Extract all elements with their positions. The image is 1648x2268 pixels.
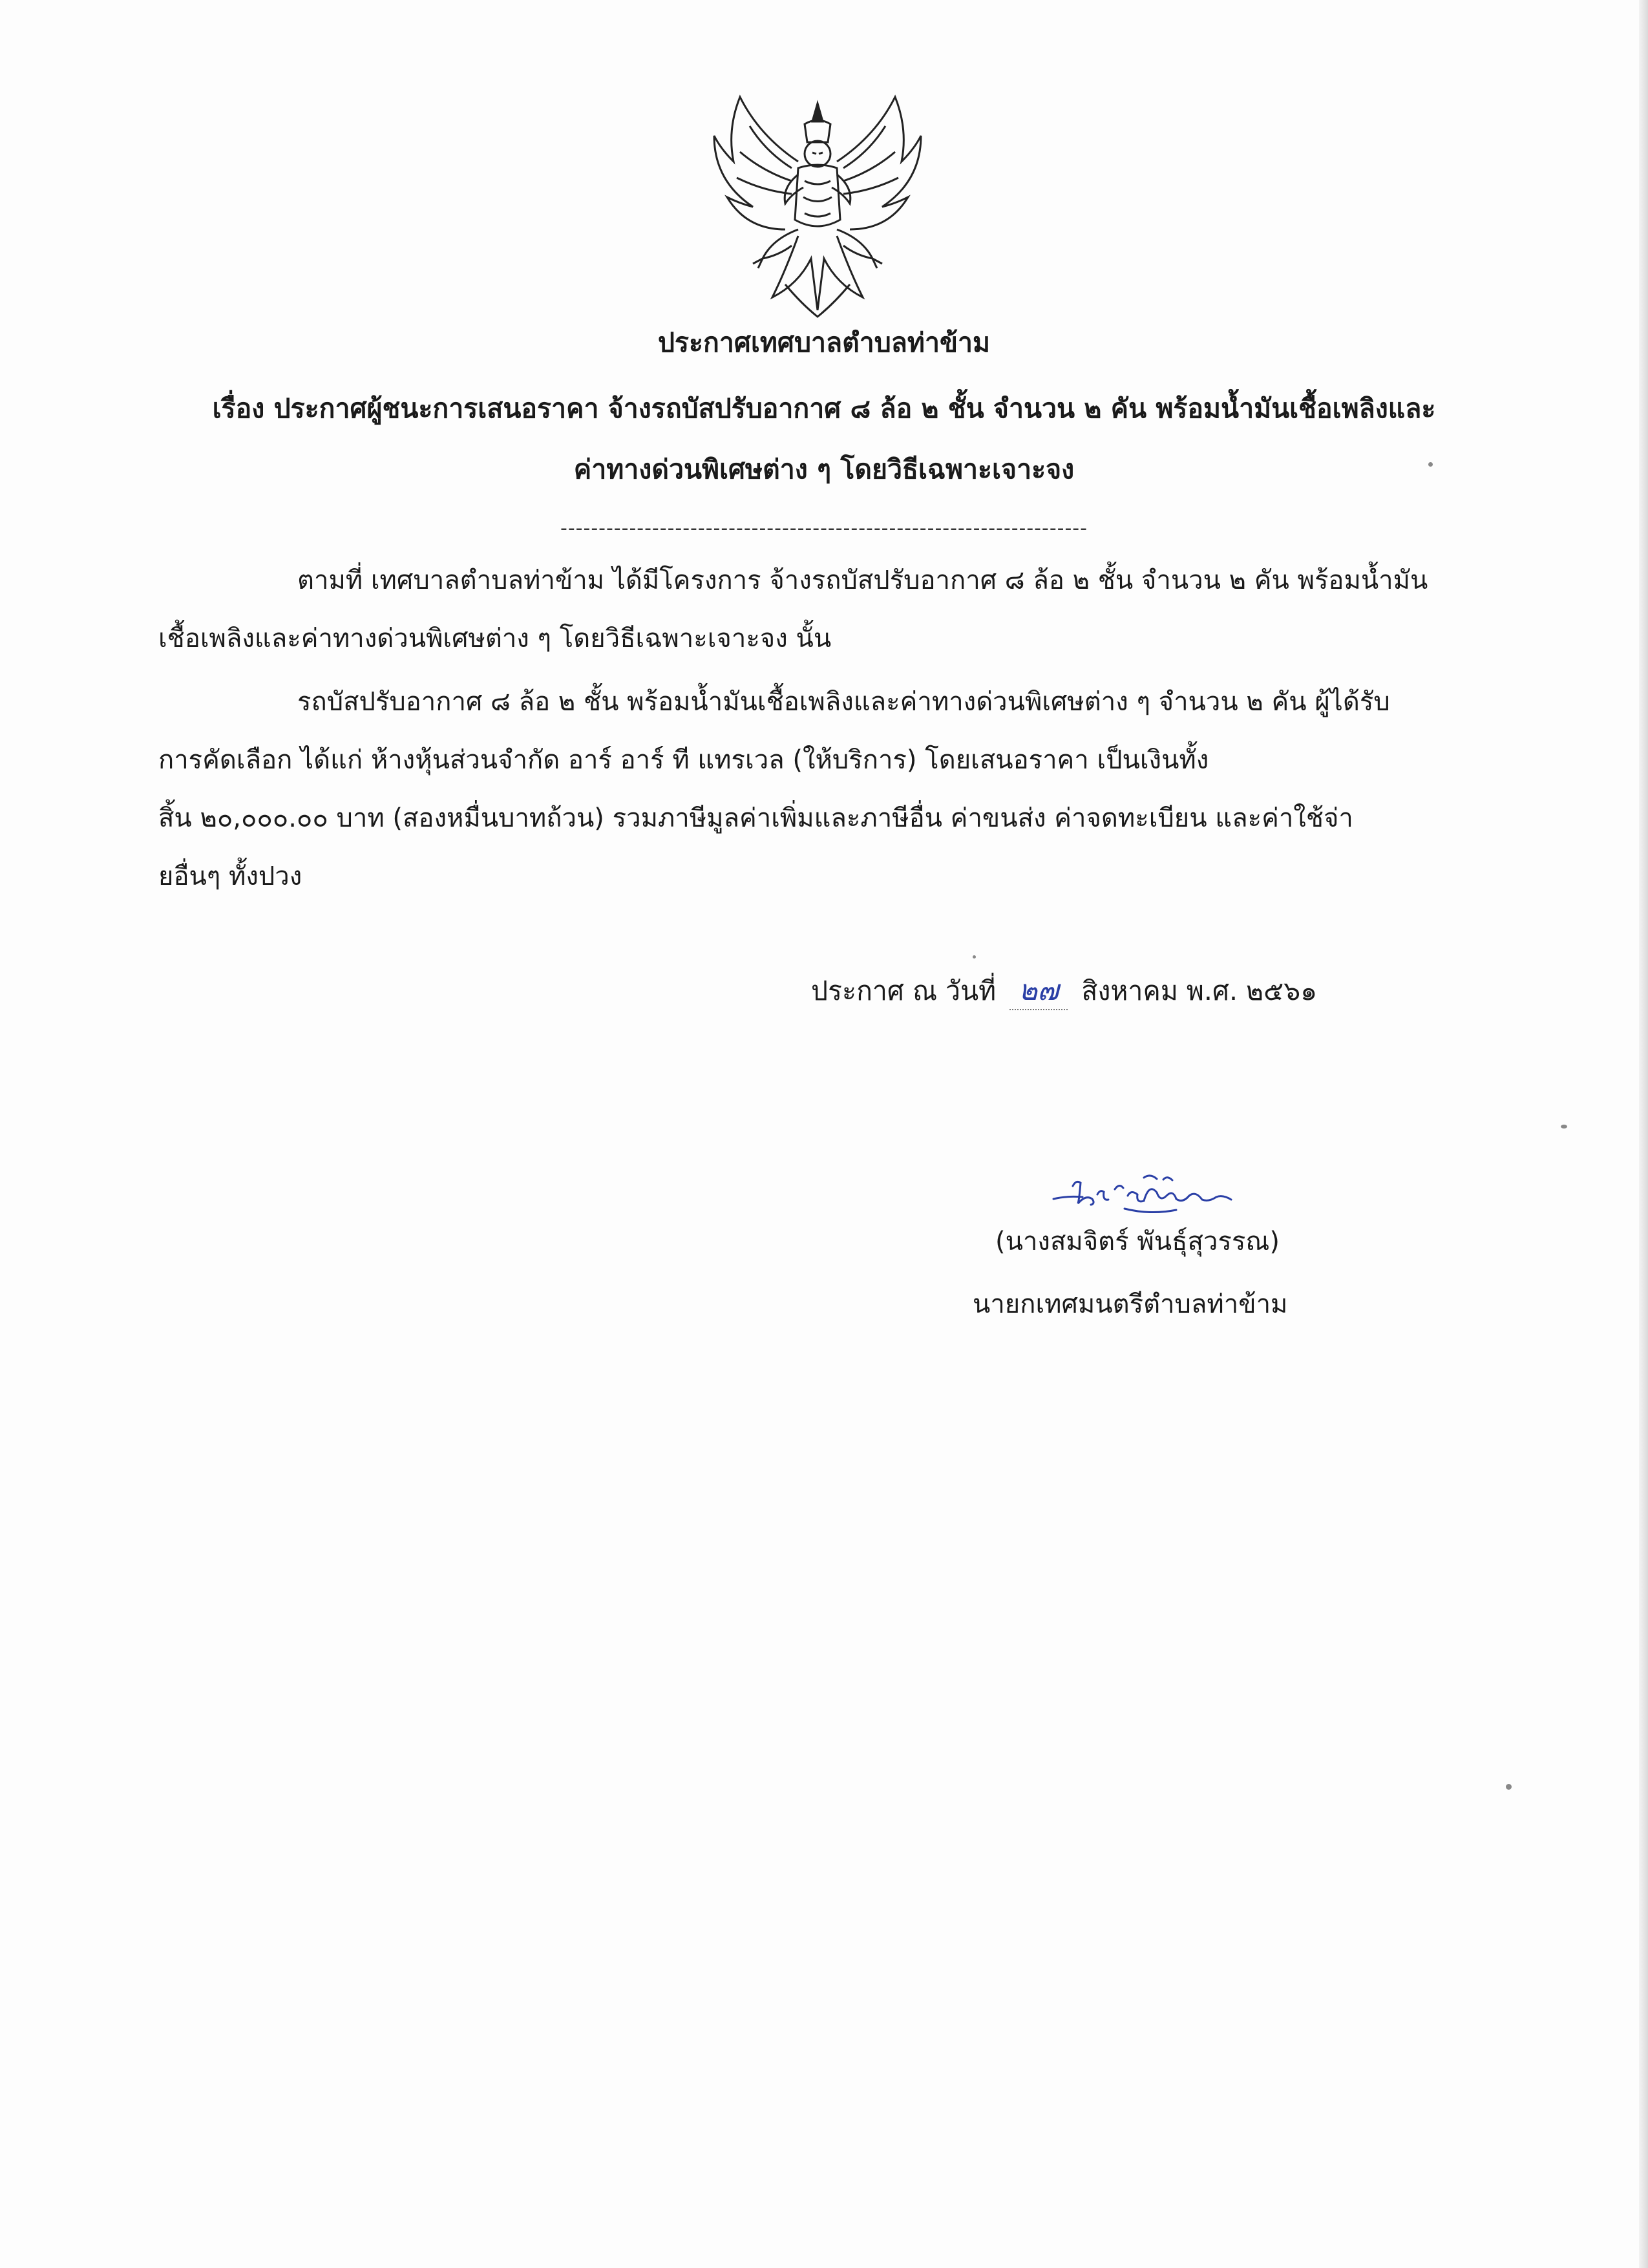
paragraph-2-line-1: รถบัสปรับอากาศ ๘ ล้อ ๒ ชั้น พร้อมน้ำมันเชื้อเพลิงและค่าทางด่วนพิเศษต่าง ๆ จำนวน ๒ คัน ผู้ได้รับ xyxy=(297,687,1390,717)
paragraph-1-line-2: เชื้อเพลิงและค่าทางด่วนพิเศษต่าง ๆ โดยวิธีเฉพาะเจาะจง นั้น xyxy=(158,624,832,653)
divider-line: --------------------------------------------------------------------- xyxy=(560,517,1088,540)
paragraph-2-line-2: การคัดเลือก ได้แก่ ห้างหุ้นส่วนจำกัด อาร์ อาร์ ที แทรเวล (ให้บริการ) โดยเสนอราคา เป็นเงินทั้ง xyxy=(158,745,1209,775)
scan-speck xyxy=(1506,1784,1512,1790)
signer-position: นายกเทศมนตรีตำบลท่าข้าม xyxy=(973,1289,1288,1319)
scan-speck xyxy=(1428,462,1433,467)
date-suffix: สิงหาคม พ.ศ. ๒๕๖๑ xyxy=(1081,975,1318,1006)
paragraph-2-line-4: ยอื่นๆ ทั้งปวง xyxy=(158,862,302,891)
subject-line-1: เรื่อง ประกาศผู้ชนะการเสนอราคา จ้างรถบัสปรับอากาศ ๘ ล้อ ๒ ชั้น จำนวน ๒ คัน พร้อมน้ำมันเชื้อเพลิงและ xyxy=(212,393,1436,424)
scan-speck xyxy=(1561,1125,1567,1129)
signer-name: (นางสมจิตร์ พันธุ์สุวรรณ) xyxy=(995,1227,1280,1256)
announcement-title: ประกาศเทศบาลตำบลท่าข้าม xyxy=(657,327,991,358)
scan-speck xyxy=(973,955,976,959)
date-day-handwritten: ๒๗ xyxy=(1009,973,1068,1010)
paragraph-2-line-3: สิ้น ๒๐,๐๐๐.๐๐ บาท (สองหมื่นบาทถ้วน) รวมภาษีมูลค่าเพิ่มและภาษีอื่น ค่าขนส่ง ค่าจดทะเบียน และค่าใช้จ่า xyxy=(158,803,1353,833)
subject-line-2: ค่าทางด่วนพิเศษต่าง ๆ โดยวิธีเฉพาะเจาะจง xyxy=(573,454,1075,485)
date-prefix: ประกาศ ณ วันที่ xyxy=(811,975,997,1006)
garuda-emblem-icon xyxy=(701,90,934,330)
announcement-date xyxy=(811,973,1317,1010)
paragraph-1-line-1: ตามที่ เทศบาลตำบลท่าข้าม ได้มีโครงการ จ้างรถบัสปรับอากาศ ๘ ล้อ ๒ ชั้น จำนวน ๒ คัน พร้อมน้ำมัน xyxy=(297,566,1428,595)
handwritten-signature xyxy=(1047,1163,1241,1225)
